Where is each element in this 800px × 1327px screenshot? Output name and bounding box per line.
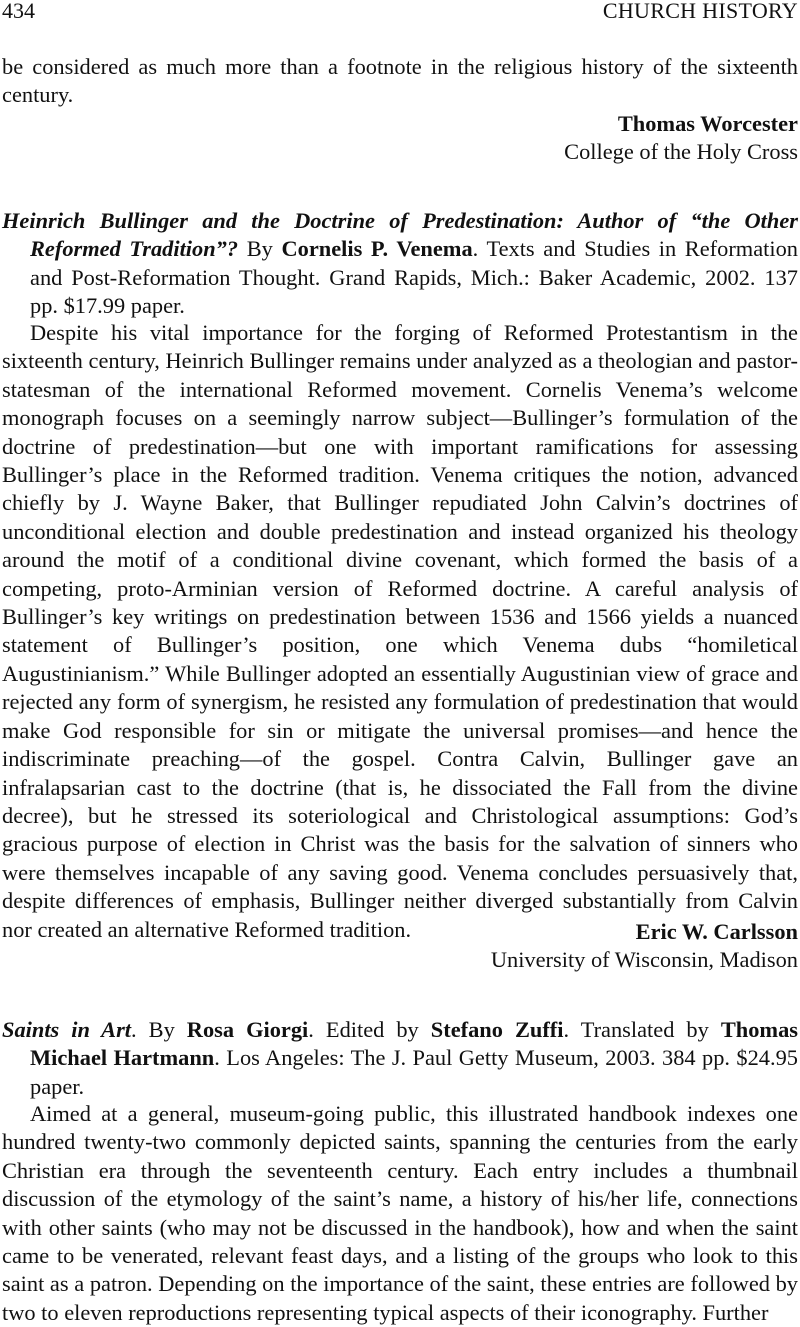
review-body-saints: Aimed at a general, museum-going public, this illustrated handbook indexes one hundred twenty-two commonly depicted saints, spanning the centuries from the early Christian era through the seventeenth century. Each entry includes a thumbnail discussion of the etymology of the saint’s name, a history of his/her life, connections with other saints (who may not be discussed in the handbook), how and when the saint came to be venerated, relevant feast days, and a listing of the groups who look to this saint as a patron. Depending on the importance of the saint, these entries are followed by two to eleven reproductions representing typical aspects of their iconography. Further — [2, 1101, 798, 1325]
journal-title: CHURCH HISTORY — [602, 0, 798, 23]
translated-by-label: . Translated by — [563, 1017, 709, 1042]
review-body-bullinger: Despite his vital importance for the forging of Reformed Protestantism in the sixteenth century, Heinrich Bullinger remains under analyzed as a theologian and pastor-statesman of the international Reformed movement. Cornelis Venema’s welcome monograph focuses on a seemingly narrow subject—Bullinger’s formulation of the doctrine of predestination—but one with important ramifications for assessing Bullinger’s place in the Reformed tradition. Venema critiques the notion, advanced chiefly by J. Wayne Baker, that Bullinger repudiated John Calvin’s doctrines of unconditional election and double predestination and instead organized his theology around the motif of a conditional divine covenant, which formed the basis of a competing, proto-Arminian version of Reformed doctrine. A careful analysis of Bullinger’s key writings on predestination between 1536 and 1566 yields a nuanced statement of Bullinger’s position, one which Venema dubs “homiletical Augustinianism.” While Bullinger adopted an essentially Augustinian view of grace and rejected any form of synergism, he resisted any formulation of predestination that would make God responsible for sin or mitigate the universal promises—and hence the indiscriminate preaching—of the gospel. Contra Calvin, Bullinger gave an infralapsarian cast to the doctrine (that is, he dissociated the Fall from the divine decree), but he stressed its soteriological and Christological assumptions: God’s gracious purpose of election in Christ was the basis for the salvation of sinners who were themselves incapable of any saving good. Venema concludes persuasively that, despite differences of emphasis, Bullinger neither diverged substantially from Calvin nor created an alternative Reformed tradition. — [2, 320, 798, 942]
book-translator: Thomas Michael Hartmann — [30, 1017, 798, 1071]
book-title: Heinrich Bullinger and the Doctrine of Predestination: Author of “the Other Reformed Tradition”? — [2, 208, 798, 262]
by-label: . By — [131, 1017, 175, 1042]
reviewer-signature-worcester — [564, 110, 798, 167]
edited-by-label: . Edited by — [308, 1017, 419, 1042]
publication-info: . Los Angeles: The J. Paul Getty Museum, 2003. 384 pp. $24.95 paper. — [30, 1045, 798, 1099]
reviewer-affiliation: College of the Holy Cross — [564, 139, 798, 165]
reviewer-affiliation: University of Wisconsin, Madison — [490, 947, 798, 973]
by-label: By — [246, 236, 273, 262]
reviewer-name: Eric W. Carlsson — [635, 919, 798, 944]
review-heading-bullinger — [2, 207, 798, 321]
running-head — [0, 0, 800, 30]
continued-paragraph — [2, 53, 798, 110]
book-editor: Stefano Zuffi — [430, 1017, 564, 1042]
reviewer-signature-carlsson — [491, 918, 798, 975]
book-author: Rosa Giorgi — [186, 1017, 309, 1042]
reviewer-name: Thomas Worcester — [617, 111, 798, 136]
publication-info: . Texts and Studies in Reformation and Post-Reformation Thought. Grand Rapids, Mich.: Baker Academic, 2002. 137 pp. $17.99 paper. — [30, 236, 798, 319]
review-heading-saints — [2, 1016, 798, 1101]
book-title: Saints in Art — [2, 1017, 132, 1042]
continued-text: be considered as much more than a footnote in the religious history of the sixteenth century. — [2, 54, 798, 108]
book-author: Cornelis P. Venema — [281, 236, 473, 262]
page-number: 434 — [2, 0, 35, 23]
